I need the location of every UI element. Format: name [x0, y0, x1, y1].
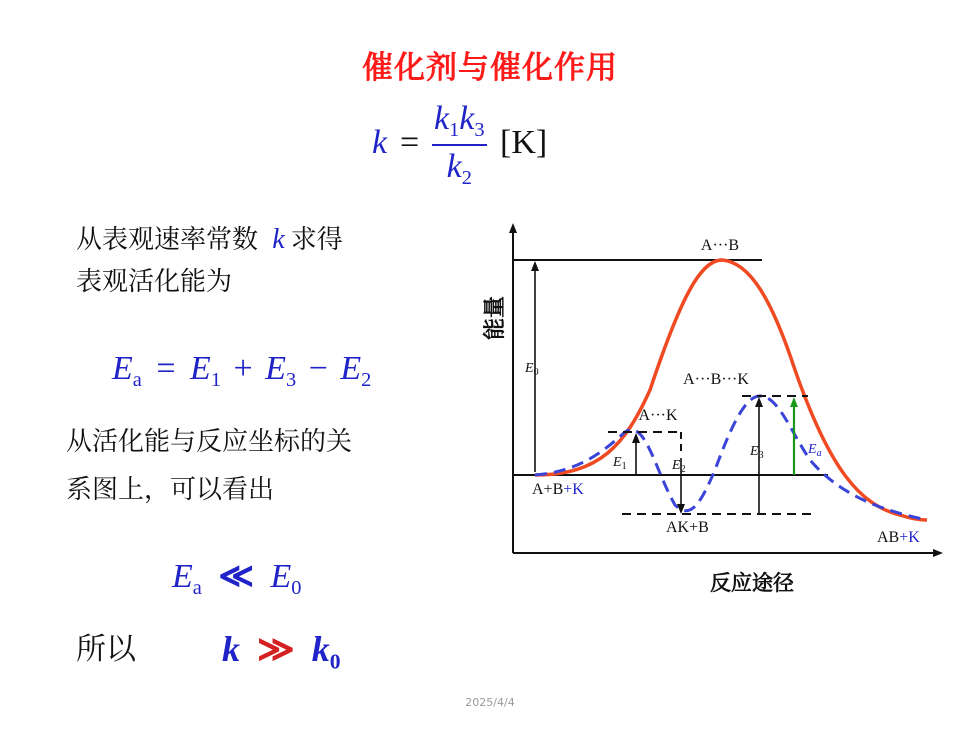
- ea-formula-e: E: [112, 350, 133, 387]
- ea-formula-e1: E: [190, 350, 211, 387]
- text-line-3: 从活化能与反应坐标的关: [66, 427, 353, 457]
- text-line-4: 系图上，可以看出: [66, 475, 275, 505]
- ineq1-op: ≪: [218, 558, 254, 595]
- ea-formula-plus: +: [233, 350, 253, 387]
- reactants-label: A+B+K: [532, 481, 584, 498]
- uncatalyzed-curve: [535, 260, 927, 520]
- formula-k-lhs: k: [372, 124, 388, 161]
- ineq2-k0-sub: 0: [329, 649, 341, 674]
- formula-k-equals: =: [400, 124, 420, 161]
- formula-num-k3-sub: 3: [474, 119, 485, 142]
- text-line-5: 所以: [76, 632, 136, 667]
- text-line-2: 表观活化能为: [76, 267, 233, 297]
- text-line-1-a: 从表观速率常数: [76, 225, 259, 255]
- footer-date: 2025/4/4: [465, 696, 515, 709]
- ineq1-e0: E: [270, 558, 292, 595]
- ineq2-k0: k: [311, 629, 330, 669]
- y-axis-label: 能量: [483, 295, 508, 341]
- text-line-1-b: 求得: [290, 225, 343, 255]
- ea-formula-e1-sub: 1: [210, 369, 222, 392]
- formula-den-k: k: [446, 148, 462, 186]
- x-axis-label: 反应途径: [710, 571, 794, 595]
- text-line-1-k: k: [272, 224, 285, 255]
- product-label: AB+K: [877, 529, 920, 546]
- ea-formula-eq: =: [156, 350, 176, 387]
- ea-formula-e2: E: [340, 350, 362, 387]
- formula-num-k1: k: [434, 100, 450, 137]
- page-title: 催化剂与催化作用: [362, 50, 618, 86]
- transition-state-label: A···B: [700, 237, 740, 254]
- ak-label: A···K: [638, 407, 678, 424]
- ineq1-e0-sub: 0: [291, 577, 302, 600]
- ea-formula-minus: −: [308, 350, 328, 387]
- ineq2-k: k: [222, 629, 240, 669]
- formula-num-k1-sub: 1: [449, 119, 460, 142]
- e3-label: $E_3$: [750, 444, 764, 461]
- ea-formula-a-sub: a: [132, 369, 142, 392]
- e2-label: $E_2$: [672, 458, 686, 475]
- e1-label: $E_1$: [613, 455, 627, 472]
- ea-formula-e3: E: [265, 350, 286, 387]
- e0-label: $E_0$: [525, 361, 539, 378]
- formula-k-bracket: [K]: [500, 124, 548, 161]
- ineq1-a-sub: a: [192, 577, 202, 600]
- intermediate-label: AK+B: [666, 519, 709, 536]
- ea-formula-e3-sub: 3: [285, 369, 297, 392]
- ea-label: $E_a$: [808, 442, 822, 459]
- ineq1-e: E: [172, 558, 193, 595]
- ea-formula-e2-sub: 2: [361, 369, 372, 392]
- formula-den-sub: 2: [461, 167, 472, 190]
- ineq2-op: ≫: [257, 629, 295, 669]
- formula-num-k3: k: [459, 100, 475, 137]
- akbk-label: A···B···K: [683, 371, 749, 388]
